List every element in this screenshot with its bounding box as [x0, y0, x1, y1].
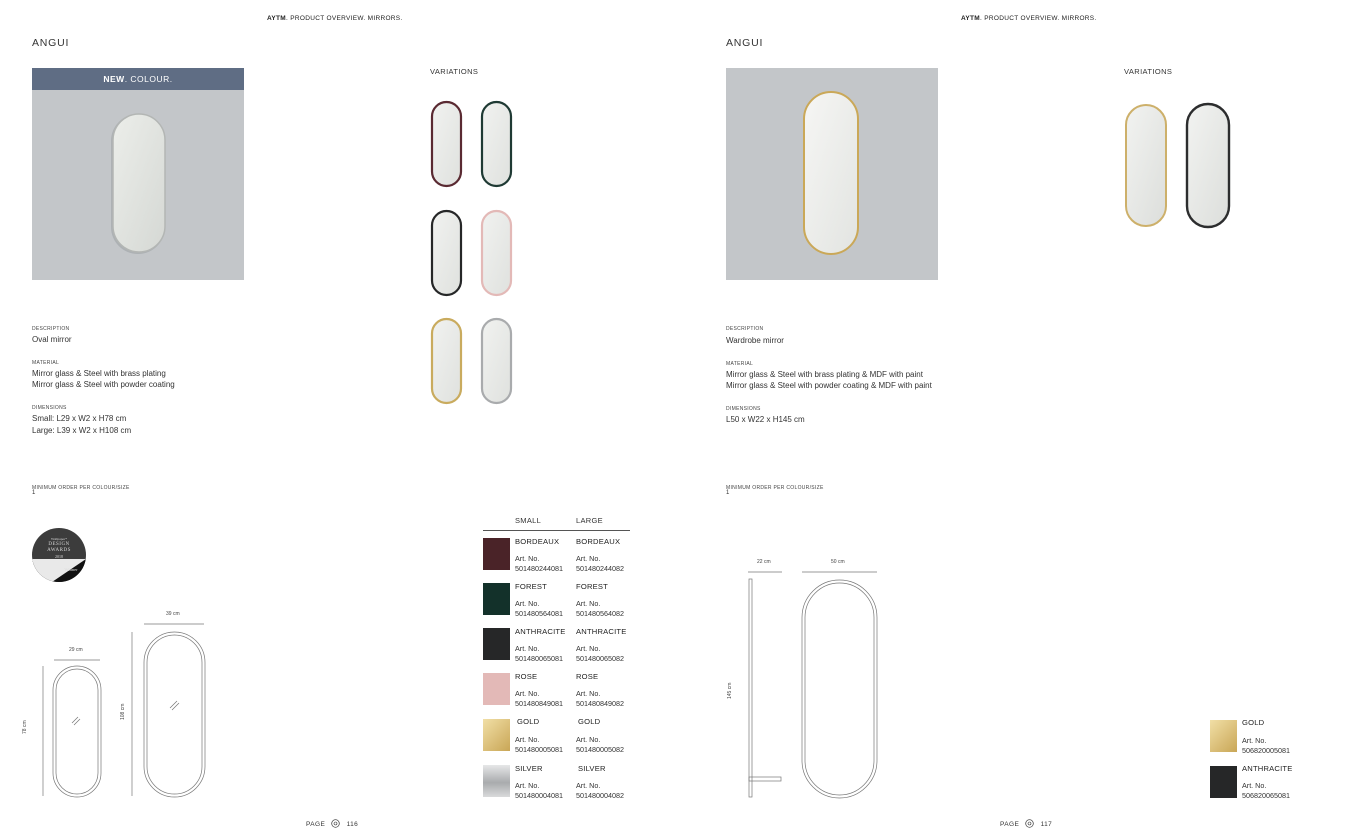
large-height-label: 108 cm: [120, 703, 126, 720]
wardrobe-mirror-drawing: [730, 565, 890, 805]
page-number: 116: [346, 821, 359, 828]
material-value-2: Mirror glass & Steel with powder coating & MDF with paint: [726, 381, 932, 390]
small-width-label: 29 cm: [69, 647, 83, 653]
silver-small-art: 501480004081: [515, 790, 563, 800]
variation-forest: [482, 102, 511, 186]
swatch-forest: [483, 583, 510, 615]
depth-label: 22 cm: [757, 559, 771, 565]
art-label: Art. No.: [576, 735, 601, 744]
banner-bold: NEW: [103, 74, 125, 84]
art-label: Art. No.: [515, 644, 540, 653]
art-label: Art. No.: [1242, 781, 1267, 790]
anthracite-name: ANTHRACITE: [1242, 764, 1293, 773]
badge-line2: DESIGN: [48, 542, 70, 547]
oval-mirror-photo: [32, 68, 244, 280]
description-label: DESCRIPTION: [32, 326, 70, 332]
material-label: MATERIAL: [32, 360, 60, 366]
material-value-2: Mirror glass & Steel with powder coating: [32, 380, 175, 389]
anthracite-art: 506820065081: [1242, 790, 1290, 800]
width-label: 50 cm: [831, 559, 845, 565]
right-page-number: [1000, 819, 1052, 828]
min-order-label: MINIMUM ORDER PER COLOUR/SIZE: [32, 485, 130, 491]
swatch-anthracite: [483, 628, 510, 660]
bordeaux-large-art: 501480244082: [576, 563, 624, 573]
forest-large-art: 501480564082: [576, 608, 624, 618]
variation-anthracite: [432, 211, 461, 295]
art-label: Art. No.: [515, 735, 540, 744]
dimensions-value-1: L50 x W22 x H145 cm: [726, 415, 805, 424]
art-label: Art. No.: [515, 554, 540, 563]
description-label: DESCRIPTION: [726, 326, 764, 332]
anthracite-large-name: ANTHRACITE: [576, 627, 627, 636]
description-value: Oval mirror: [32, 335, 72, 344]
col-small-header: SMALL: [515, 516, 542, 525]
art-label: Art. No.: [576, 554, 601, 563]
variations-grid: [424, 96, 524, 410]
art-label: Art. No.: [1242, 736, 1267, 745]
bordeaux-small-name: BORDEAUX: [515, 537, 560, 546]
page-label: PAGE: [306, 821, 326, 828]
material-value-1: Mirror glass & Steel with brass plating: [32, 369, 166, 378]
description-value: Wardrobe mirror: [726, 336, 784, 345]
header-brand: AYTM: [267, 15, 287, 22]
variation-rose: [482, 211, 511, 295]
swatch-rose: [483, 673, 510, 705]
wardrobe-variations: [1120, 98, 1240, 233]
badge-line1: Wallpaper*: [50, 537, 68, 541]
rose-small-art: 501480849081: [515, 698, 563, 708]
design-award-badge: [32, 528, 86, 582]
aytm-logo-icon: [331, 819, 340, 828]
art-label: Art. No.: [515, 689, 540, 698]
header-text: . PRODUCT OVERVIEW. MIRRORS.: [980, 15, 1097, 22]
dimensions-label: DIMENSIONS: [32, 405, 67, 411]
gold-art: 506820005081: [1242, 745, 1290, 755]
art-label: Art. No.: [515, 599, 540, 608]
dimensions-value-2: Large: L39 x W2 x H108 cm: [32, 426, 132, 435]
header-brand: AYTM: [961, 15, 981, 22]
art-label: Art. No.: [576, 599, 601, 608]
gold-small-art: 501480005081: [515, 744, 563, 754]
badge-line4: 2018: [55, 554, 63, 559]
min-order-value: 1: [726, 490, 730, 496]
anthracite-small-name: ANTHRACITE: [515, 627, 566, 636]
table-rule: [483, 530, 630, 531]
variation-gold: [432, 319, 461, 403]
variation-anthracite: [1187, 104, 1229, 227]
mirror-image: [32, 90, 244, 280]
swatch-gold: [483, 719, 510, 751]
dimensions-label: DIMENSIONS: [726, 406, 761, 412]
left-page-title: ANGUI: [32, 37, 70, 49]
small-height-label: 78 cm: [22, 720, 28, 734]
art-label: Art. No.: [576, 689, 601, 698]
forest-large-name: FOREST: [576, 582, 608, 591]
variation-silver: [482, 319, 511, 403]
dimensions-value-1: Small: L29 x W2 x H78 cm: [32, 414, 127, 423]
height-label: 145 cm: [727, 682, 733, 699]
variations-label: VARIATIONS: [430, 67, 479, 76]
right-page-header: [961, 15, 1097, 22]
bordeaux-large-name: BORDEAUX: [576, 537, 621, 546]
art-label: Art. No.: [515, 781, 540, 790]
right-page-title: ANGUI: [726, 37, 764, 49]
swatch-gold: [1210, 720, 1237, 752]
bordeaux-small-art: 501480244081: [515, 563, 563, 573]
material-value-1: Mirror glass & Steel with brass plating & MDF with paint: [726, 370, 923, 379]
new-colour-banner: [32, 68, 244, 90]
variation-gold: [1126, 105, 1166, 226]
anthracite-small-art: 501480065081: [515, 653, 563, 663]
gold-large-name: GOLD: [578, 717, 601, 726]
rose-large-art: 501480849082: [576, 698, 624, 708]
min-order-label: MINIMUM ORDER PER COLOUR/SIZE: [726, 485, 824, 491]
header-text: . PRODUCT OVERVIEW. MIRRORS.: [286, 15, 403, 22]
page-number: 117: [1040, 821, 1053, 828]
silver-large-art: 501480004082: [576, 790, 624, 800]
gold-name: GOLD: [1242, 718, 1265, 727]
gold-large-art: 501480005082: [576, 744, 624, 754]
material-label: MATERIAL: [726, 361, 754, 367]
rose-small-name: ROSE: [515, 672, 538, 681]
left-page-header: [267, 15, 403, 22]
swatch-anthracite: [1210, 766, 1237, 798]
badge-line3: AWARDS: [47, 548, 71, 553]
art-label: Art. No.: [576, 781, 601, 790]
wardrobe-mirror-photo: [726, 68, 938, 280]
badge-line5: Winner: [64, 567, 78, 572]
variation-bordeaux: [432, 102, 461, 186]
swatch-bordeaux: [483, 538, 510, 570]
anthracite-large-art: 501480065082: [576, 653, 624, 663]
swatch-silver: [483, 765, 510, 797]
aytm-logo-icon: [1025, 819, 1034, 828]
page-label: PAGE: [1000, 821, 1020, 828]
banner-text: . COLOUR.: [124, 74, 173, 84]
art-label: Art. No.: [576, 644, 601, 653]
wardrobe-mirror-image: [726, 68, 938, 280]
forest-small-name: FOREST: [515, 582, 547, 591]
large-width-label: 39 cm: [166, 611, 180, 617]
rose-large-name: ROSE: [576, 672, 599, 681]
left-page-number: [306, 819, 358, 828]
forest-small-art: 501480564081: [515, 608, 563, 618]
variations-label: VARIATIONS: [1124, 67, 1173, 76]
min-order-value: 1: [32, 490, 36, 496]
silver-small-name: SILVER: [515, 764, 543, 773]
gold-small-name: GOLD: [517, 717, 540, 726]
silver-large-name: SILVER: [578, 764, 606, 773]
col-large-header: LARGE: [576, 516, 603, 525]
